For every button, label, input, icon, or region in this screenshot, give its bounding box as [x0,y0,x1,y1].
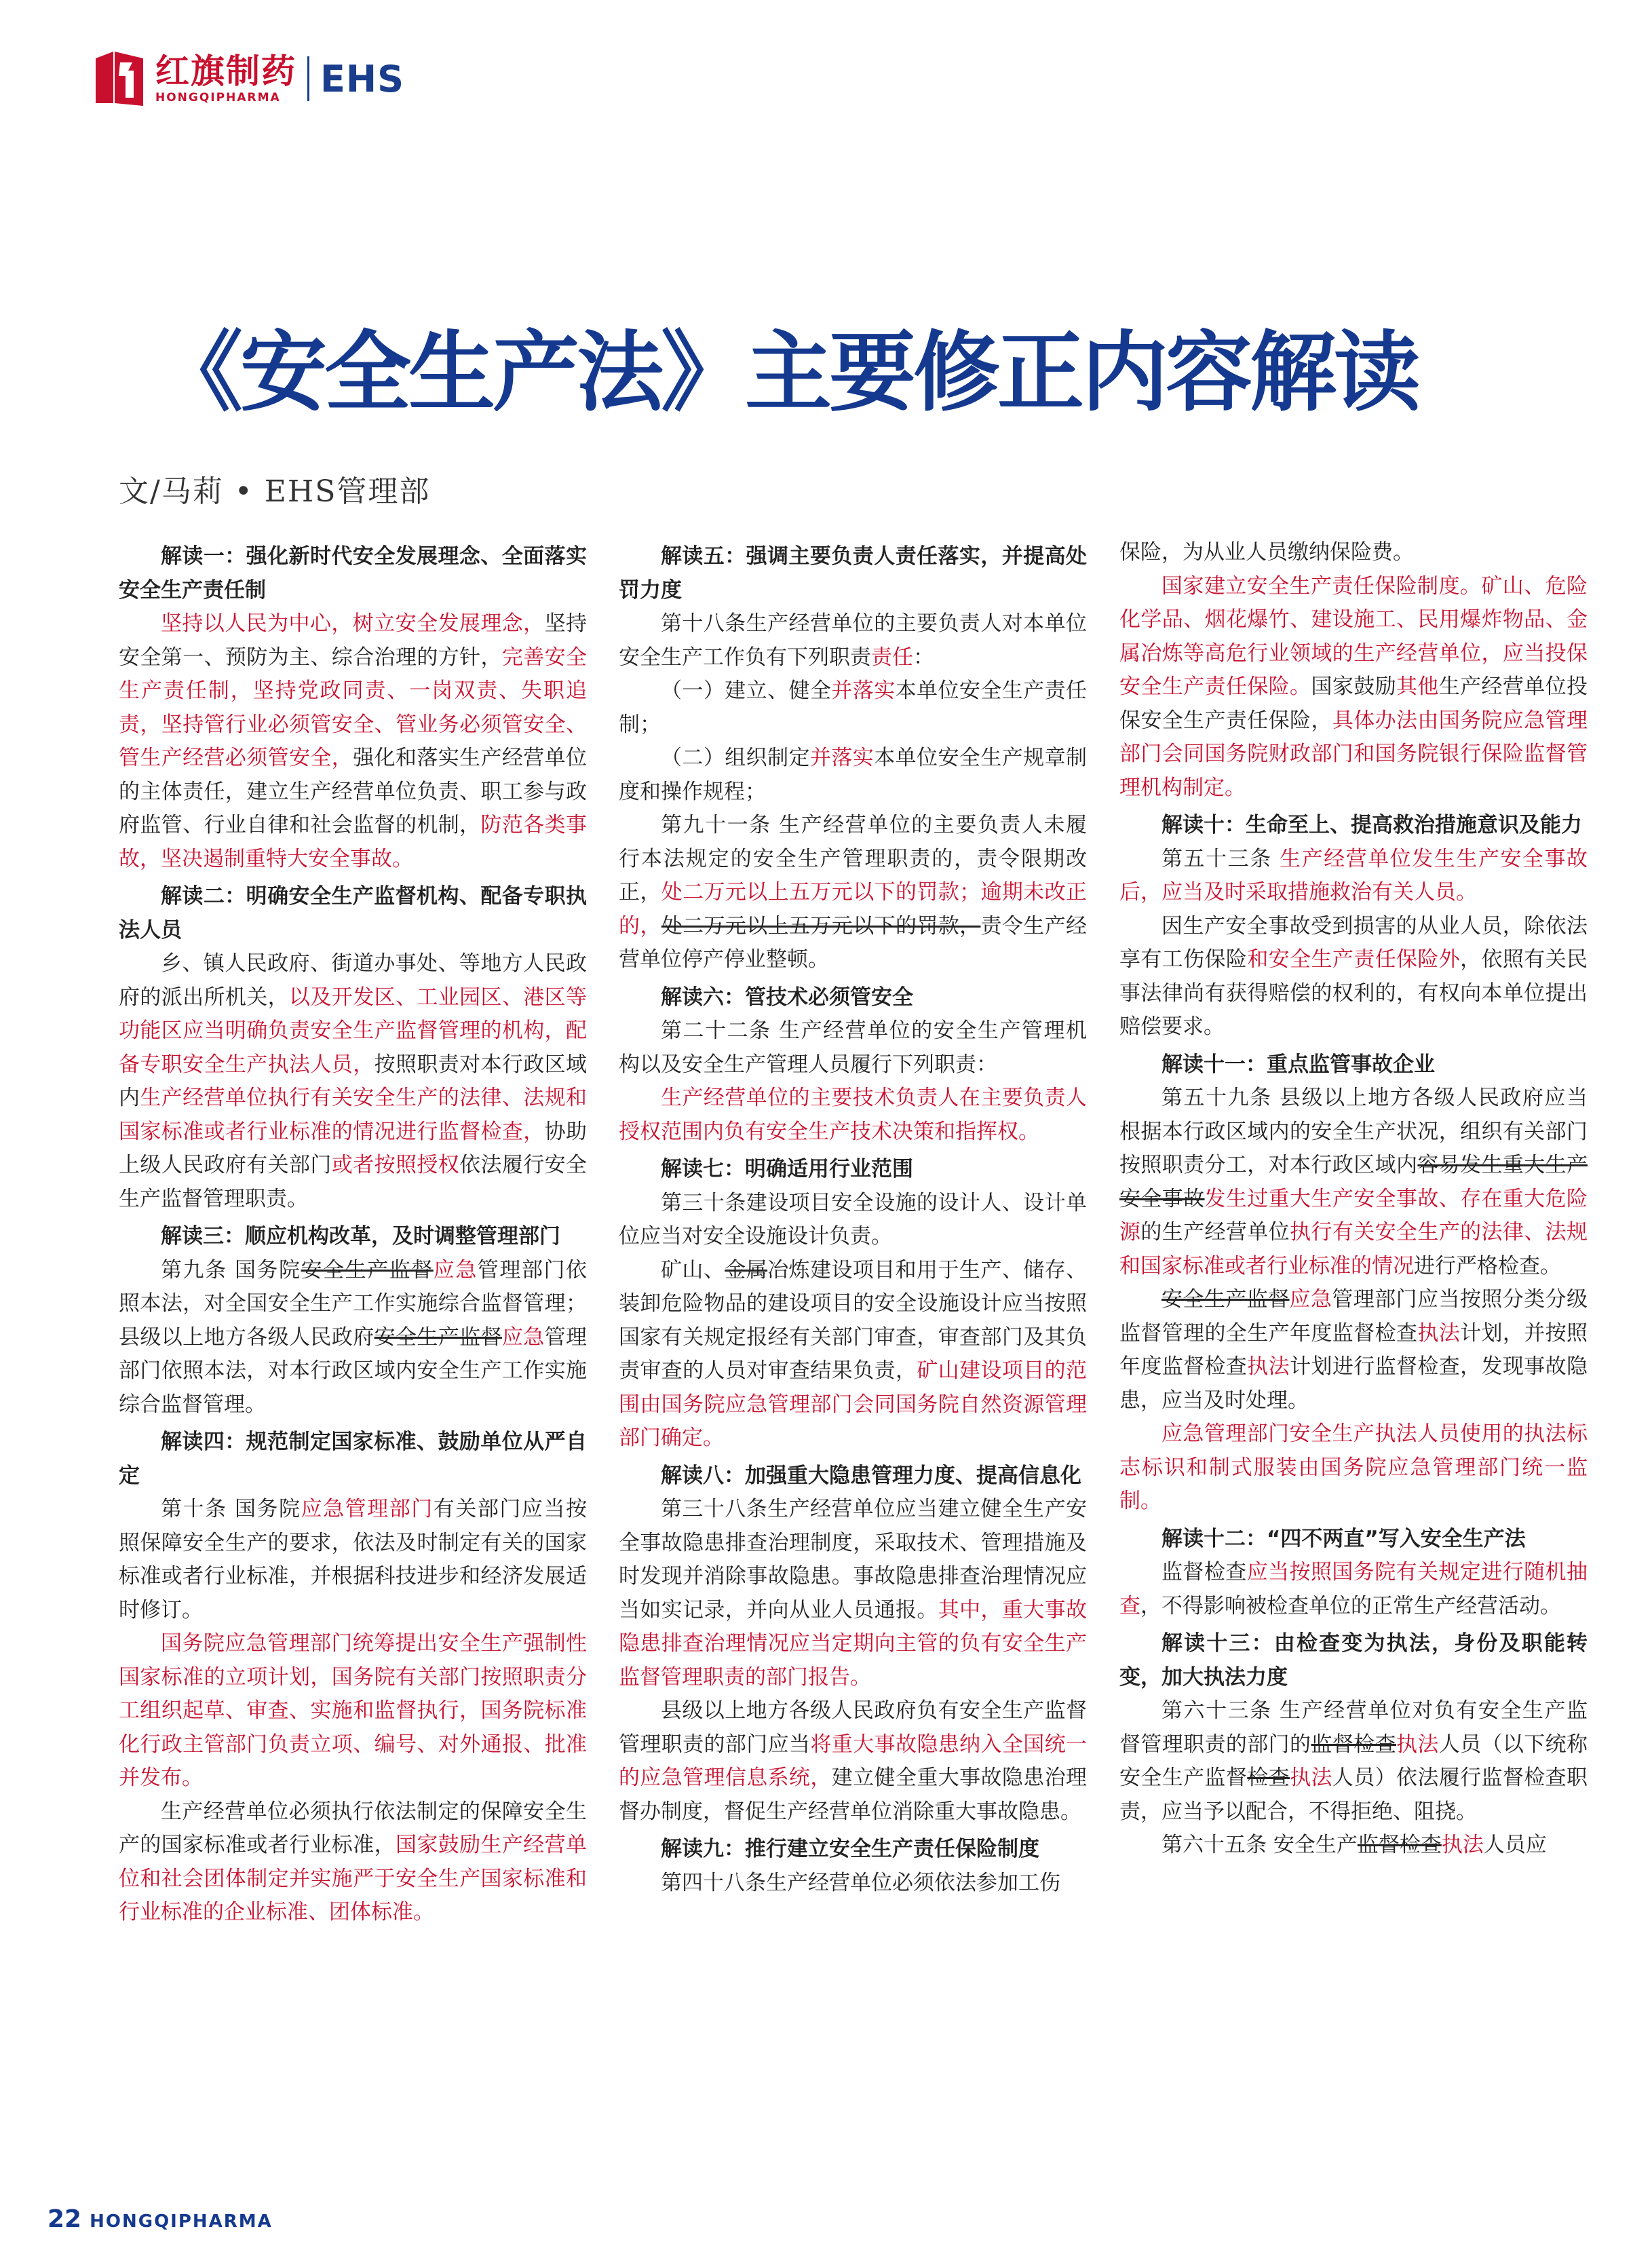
section-heading-7: 解读七：明确适用行业范围 [661,1157,913,1181]
paragraph: 第五十三条 生产经营单位发生生产安全事故后，应当及时采取措施救治有关人员。 [1119,846,1588,904]
article-column-2 [619,536,1087,1900]
paragraph: 监督检查应当按照国务院有关规定进行随机抽查，不得影响被检查单位的正常生产经营活动。 [1119,1560,1588,1618]
paragraph: 第四十八条生产经营单位必须依法参加工伤 [661,1870,1060,1895]
paragraph: 矿山、金属冶炼建设项目和用于生产、储存、装卸危险物品的建设项目的安全设施设计应当按照国家有关规定报经有关部门审查，审查部门及其负责审查的人员对审查结果负责，矿山建设项目的范围由国务院应急管理部门会同国务院自然资源管理部门确定。 [619,1257,1088,1450]
section-heading-12: 解读十二：“四不两直”写入安全生产法 [1161,1526,1526,1551]
paragraph: 第三十条建设项目安全设施的设计人、设计单位应当对安全设施设计负责。 [619,1190,1087,1249]
paragraph: 第十条 国务院应急管理部门有关部门应当按照保障安全生产的要求，依法及时制定有关的国家标准或者行业标准，并根据科技进步和经济发展适时修订。 [119,1497,587,1622]
paragraph: （一）建立、健全并落实本单位安全生产责任制； [619,679,1088,737]
section-heading-1: 解读一：强化新时代安全发展理念、全面落实安全生产责任制 [119,544,587,603]
section-heading-4: 解读四：规范制定国家标准、鼓励单位从严自定 [119,1430,587,1488]
page-number: 22 [47,2205,82,2233]
section-heading-8: 解读八：加强重大隐患管理力度、提高信息化 [661,1463,1081,1488]
section-heading-11: 解读十一：重点监管事故企业 [1161,1052,1435,1077]
article-title: 《安全生产法》主要修正内容解读 [156,322,1419,423]
paragraph: 国家建立安全生产责任保险制度。矿山、危险化学品、烟花爆竹、建设施工、民用爆炸物品、金属冶炼等高危行业领域的生产经营单位，应当投保安全生产责任保险。国家鼓励其他生产经营单位投保安全生产责任保险，具体办法由国务院应急管理部门会同国务院财政部门和国务院银行保险监督管理机构制定。 [1119,573,1588,800]
paragraph: 第六十五条 安全生产监督检查执法人员应 [1161,1833,1547,1857]
brand-name-en: HONGQIPHARMA [155,91,281,104]
section-heading-9: 解读九：推行建立安全生产责任保险制度 [661,1837,1039,1861]
footer-brand: HONGQIPHARMA [90,2211,273,2232]
paragraph: 县级以上地方各级人民政府负有安全生产监督管理职责的部门应当将重大事故隐患纳入全国统一的应急管理信息系统，建立健全重大事故隐患治理督办制度，督促生产经营单位消除重大事故隐患。 [619,1698,1088,1824]
article-byline: 文/马莉 • EHS管理部 [119,474,431,509]
paragraph: 因生产安全事故受到损害的从业人员，除依法享有工伤保险和安全生产责任保险外，依照有关民事法律尚有获得赔偿的权利的，有权向本单位提出赔偿要求。 [1119,913,1588,1039]
paragraph: 第三十八条生产经营单位应当建立健全生产安全事故隐患排查治理制度，采取技术、管理措施及时发现并消除事故隐患。事故隐患排查治理情况应当如实记录，并向从业人员通报。其中，重大事故隐患排查治理情况应当定期向主管的负有安全生产监督管理职责的部门报告。 [619,1497,1088,1690]
paragraph: 第二十二条 生产经营单位的安全生产管理机构以及安全生产管理人员履行下列职责： [619,1018,1087,1077]
header-logo [92,47,404,110]
paragraph: 保险，为从业人员缴纳保险费。 [1119,540,1414,565]
paragraph: 坚持以人民为中心，树立安全发展理念，坚持安全第一、预防为主、综合治理的方针，完善安全生产责任制，坚持党政同责、一岗双责、失职追责，坚持管行业必须管安全、管业务必须管安全、管生产经营必须管安全，强化和落实生产经营单位的主体责任，建立生产经营单位负责、职工参与政府监管、行业自律和社会监督的机制，防范各类事故，坚决遏制重特大安全事故。 [119,611,588,871]
section-heading-10: 解读十：生命至上、提高救治措施意识及能力 [1161,813,1582,837]
article-column-1 [119,536,587,1930]
brand-name-cn: 红旗制药 [155,52,296,91]
brand-text [155,52,296,105]
paragraph: 第十八条生产经营单位的主要负责人对本单位安全生产工作负有下列职责责任： [619,611,1087,670]
logo-divider [307,56,309,101]
section-heading-6: 解读六：管技术必须管安全 [661,985,913,1010]
paragraph: 第九十一条 生产经营单位的主要负责人未履行本法规定的安全生产管理职责的，责令限期改正，处二万元以上五万元以下的罚款；逾期未改正的，处二万元以上五万元以下的罚款，责令生产经营单位停产停业整顿。 [619,813,1088,972]
article-column-3 [1119,536,1588,1863]
flag-logo-icon [92,49,146,109]
section-label: EHS [320,57,404,100]
section-heading-3: 解读三：顺应机构改革，及时调整管理部门 [161,1224,560,1249]
paragraph: 国务院应急管理部门统筹提出安全生产强制性国家标准的立项计划，国务院有关部门按照职责分工组织起草、审查、实施和监督执行，国务院标准化行政主管部门负责立项、编号、对外通报、批准并发布。 [119,1631,587,1790]
section-heading-2: 解读二：明确安全生产监督机构、配备专职执法人员 [119,884,587,942]
paragraph: 第五十九条 县级以上地方各级人民政府应当根据本行政区域内的安全生产状况，组织有关部门按照职责分工，对本行政区域内容易发生重大生产安全事故发生过重大生产安全事故、存在重大危险源的生产经营单位执行有关安全生产的法律、法规和国家标准或者行业标准的情况进行严格检查。 [1119,1086,1588,1278]
paragraph: 第六十三条 生产经营单位对负有安全生产监督管理职责的部门的监督检查执法人员（以下统称安全生产监督检查执法人员）依法履行监督检查职责，应当予以配合，不得拒绝、阻挠。 [1119,1698,1588,1824]
paragraph: 第九条 国务院安全生产监督应急管理部门依照本法，对全国安全生产工作实施综合监督管理；县级以上地方各级人民政府安全生产监督应急管理部门依照本法，对本行政区域内安全生产工作实施综合监督管理。 [119,1257,588,1417]
paragraph: 乡、镇人民政府、街道办事处、等地方人民政府的派出所机关，以及开发区、工业园区、港区等功能区应当明确负责安全生产监督管理的机构，配备专职安全生产执法人员，按照职责对本行政区域内生产经营单位执行有关安全生产的法律、法规和国家标准或者行业标准的情况进行监督检查，协助上级人民政府有关部门或者按照授权依法履行安全生产监督管理职责。 [119,951,588,1211]
paragraph: 应急管理部门安全生产执法人员使用的执法标志标识和制式服装由国务院应急管理部门统一监制。 [1119,1422,1588,1513]
page-footer [47,2205,273,2233]
paragraph: （二）组织制定并落实本单位安全生产规章制度和操作规程； [619,746,1088,804]
section-heading-5: 解读五：强调主要负责人责任落实，并提高处罚力度 [619,544,1087,603]
paragraph: 生产经营单位必须执行依法制定的保障安全生产的国家标准或者行业标准，国家鼓励生产经营单位和社会团体制定并实施严于安全生产国家标准和行业标准的企业标准、团体标准。 [119,1799,587,1924]
section-heading-13: 解读十三：由检查变为执法，身份及职能转变，加大执法力度 [1119,1631,1588,1690]
paragraph: 安全生产监督应急管理部门应当按照分类分级监督管理的全生产年度监督检查执法计划，并按照年度监督检查执法计划进行监督检查，发现事故隐患，应当及时处理。 [1119,1287,1588,1413]
paragraph: 生产经营单位的主要技术负责人在主要负责人授权范围内负有安全生产技术决策和指挥权。 [619,1086,1087,1144]
